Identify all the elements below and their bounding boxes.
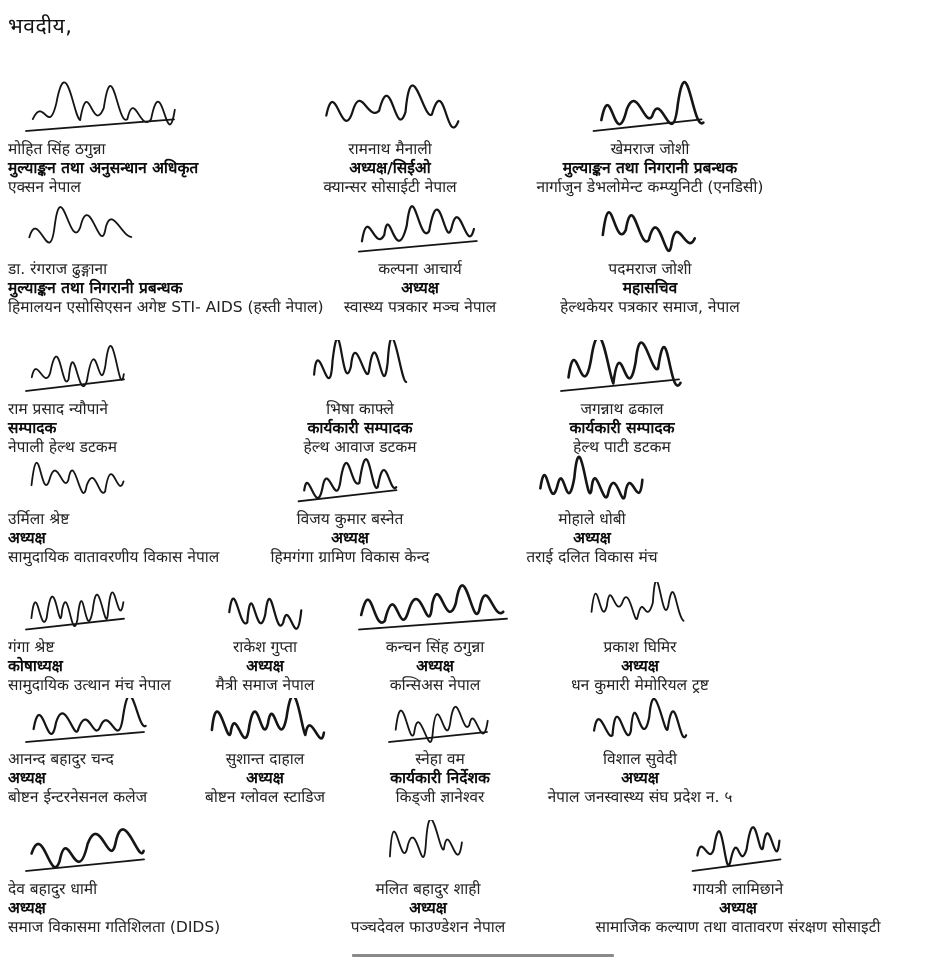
signature-image bbox=[383, 820, 473, 878]
signatory-block bbox=[8, 340, 132, 457]
signatory-title: अध्यक्ष/सिईओ bbox=[349, 159, 431, 177]
signature-image bbox=[295, 452, 405, 508]
signatory-block bbox=[315, 80, 465, 197]
signatory-block bbox=[8, 205, 324, 317]
signatory-title: कार्यकारी निर्देशक bbox=[390, 769, 490, 787]
signatory-name: पदमराज जोशी bbox=[608, 260, 692, 278]
signatory-title: मुल्याङ्कन तथा निगरानी प्रबन्धक bbox=[8, 279, 183, 297]
signatory-block bbox=[216, 582, 315, 695]
signatory-title: अध्यक्ष bbox=[8, 899, 46, 917]
signatory-block bbox=[560, 205, 740, 317]
signatory-title: अध्यक्ष bbox=[719, 899, 757, 917]
signatory-block bbox=[385, 698, 495, 807]
signature-image bbox=[22, 820, 152, 878]
signatory-title: महासचिव bbox=[622, 279, 678, 297]
signatory-title: अध्यक्ष bbox=[621, 769, 659, 787]
signatory-org: किड्जी ज्ञानेश्वर bbox=[395, 788, 485, 806]
signatory-org: बोष्टन ग्लोवल स्टाडिज bbox=[204, 788, 326, 806]
signature-image bbox=[355, 582, 515, 636]
signatory-block bbox=[355, 582, 515, 695]
signatory-name: देव बहादुर धामी bbox=[8, 880, 98, 898]
signatory-title: अध्यक्ष bbox=[401, 279, 439, 297]
signatory-org: हिमालयन एसोसिएसन अगेष्ट STI- AIDS (हस्ती नेपाल) bbox=[8, 298, 324, 316]
signature-image bbox=[22, 80, 182, 138]
signatory-name: विजय कुमार बस्नेत bbox=[296, 510, 404, 528]
signatory-org: नेपाल जनस्वास्थ्य संघ प्रदेश न. ५ bbox=[547, 788, 733, 806]
signatory-org: हेल्थकेयर पत्रकार समाज, नेपाल bbox=[560, 298, 740, 316]
signatory-title: कार्यकारी सम्पादक bbox=[569, 419, 675, 437]
signatory-title: अध्यक्ष bbox=[246, 657, 284, 675]
signature-image bbox=[22, 205, 142, 258]
signatory-title: मुल्याङ्कन तथा निगरानी प्रबन्धक bbox=[562, 159, 738, 177]
signature-image bbox=[305, 340, 415, 398]
signatory-org: तराई दलित विकास मंच bbox=[526, 548, 658, 566]
signatory-org: एक्सन नेपाल bbox=[8, 178, 81, 196]
signature-image bbox=[590, 80, 710, 138]
signatory-title: अध्यक्ष bbox=[8, 769, 46, 787]
signature-image bbox=[688, 820, 788, 878]
signatory-org: मैत्री समाज नेपाल bbox=[215, 676, 315, 694]
signatory-title: अध्यक्ष bbox=[621, 657, 659, 675]
signature-image bbox=[22, 582, 132, 636]
signatory-name: खेमराज जोशी bbox=[610, 140, 690, 158]
signature-image bbox=[315, 80, 465, 138]
signatory-org: क्यान्सर सोसाईटी नेपाल bbox=[323, 178, 457, 196]
signature-image bbox=[22, 698, 152, 748]
signature-image bbox=[532, 452, 652, 508]
signatory-title: अध्यक्ष bbox=[416, 657, 454, 675]
signatory-block bbox=[8, 452, 219, 567]
signatory-name: मोहाले धोबी bbox=[558, 510, 626, 528]
signatory-title: अध्यक्ष bbox=[573, 529, 611, 547]
signatory-org: सामाजिक कल्याण तथा वातावरण संरक्षण सोसाइटी bbox=[595, 918, 881, 936]
signatory-title: अध्यक्ष bbox=[8, 529, 46, 547]
signature-image bbox=[22, 340, 132, 398]
signatory-title: कोषाध्यक्ष bbox=[8, 657, 63, 675]
signatory-org: हिमगंगा ग्रामिण विकास केन्द bbox=[270, 548, 430, 566]
signatory-org: सामुदायिक उत्थान मंच नेपाल bbox=[8, 676, 171, 694]
signatory-name: राम प्रसाद न्यौपाने bbox=[8, 400, 109, 418]
signatory-name: आनन्द बहादुर चन्द bbox=[8, 750, 114, 768]
signatory-title: कार्यकारी सम्पादक bbox=[307, 419, 413, 437]
signatory-block bbox=[271, 452, 430, 567]
signatory-org: धन कुमारी मेमोरियल ट्रष्ट bbox=[571, 676, 709, 694]
signatory-block bbox=[304, 340, 417, 457]
signature-image bbox=[595, 205, 705, 258]
scan-artifact-line bbox=[352, 954, 614, 957]
signatory-name: जगन्नाथ ढकाल bbox=[580, 400, 664, 418]
signatory-org: कन्सिअस नेपाल bbox=[389, 676, 481, 694]
signatory-block bbox=[8, 582, 171, 695]
signatory-name: उर्मिला श्रेष्ट bbox=[8, 510, 70, 528]
signatory-name: रामनाथ मैनाली bbox=[348, 140, 432, 158]
signatory-title: अध्यक्ष bbox=[331, 529, 369, 547]
signatory-name: स्नेहा वम bbox=[415, 750, 465, 768]
signatory-block bbox=[351, 820, 506, 937]
signatory-name: प्रकाश घिमिर bbox=[603, 638, 677, 656]
signatory-name: गायत्री लामिछाने bbox=[692, 880, 784, 898]
signatory-org: हेल्थ पाटी डटकम bbox=[573, 438, 671, 456]
signature-image bbox=[220, 582, 310, 636]
signatory-block bbox=[8, 820, 220, 937]
signatory-title: अध्यक्ष bbox=[409, 899, 447, 917]
signatory-name: डा. रंगराज ढुङ्गाना bbox=[8, 260, 108, 278]
signatory-block bbox=[537, 80, 764, 197]
signatory-org: पञ्चदेवल फाउण्डेशन नेपाल bbox=[350, 918, 506, 936]
signatory-title: मुल्याङ्कन तथा अनुसन्धान अधिकृत bbox=[8, 159, 199, 177]
signatory-block bbox=[571, 582, 709, 695]
signatory-block bbox=[8, 80, 198, 197]
signatory-name: कल्पना आचार्य bbox=[378, 260, 462, 278]
signature-image bbox=[22, 452, 132, 508]
signatory-block bbox=[526, 452, 657, 567]
signatory-title: सम्पादक bbox=[8, 419, 57, 437]
signatory-block bbox=[557, 340, 687, 457]
signatory-name: भिषा काफ्ले bbox=[326, 400, 394, 418]
signatory-block bbox=[596, 820, 881, 937]
signature-image bbox=[585, 698, 695, 748]
signatory-name: विशाल सुवेदी bbox=[603, 750, 677, 768]
signatory-name: मलित बहादुर शाही bbox=[375, 880, 481, 898]
signatory-org: नेपाली हेल्थ डटकम bbox=[8, 438, 117, 456]
signatory-block bbox=[548, 698, 733, 807]
signatory-org: सामुदायिक वातावरणीय विकास नेपाल bbox=[8, 548, 220, 566]
signatory-name: राकेश गुप्ता bbox=[232, 638, 298, 656]
signatory-block bbox=[344, 205, 496, 317]
signatory-name: कन्चन सिंह ठगुन्ना bbox=[385, 638, 485, 656]
signatory-block bbox=[8, 698, 152, 807]
signature-image bbox=[385, 698, 495, 748]
signature-image bbox=[585, 582, 695, 636]
closing-salutation: भवदीय, bbox=[8, 14, 73, 38]
signatory-org: नार्गाजुन डेभलोमेन्ट कम्प्युनिटी (एनडिसी) bbox=[536, 178, 764, 196]
signatory-name: सुशान्त दाहाल bbox=[225, 750, 305, 768]
signatory-org: समाज विकासमा गतिशिलता (DIDS) bbox=[8, 918, 221, 936]
signatory-org: बोष्टन ईन्टरनेसनल कलेज bbox=[8, 788, 148, 806]
signatory-title: अध्यक्ष bbox=[246, 769, 284, 787]
signatory-org: स्वास्थ्य पत्रकार मञ्च नेपाल bbox=[343, 298, 497, 316]
signatory-org: हेल्थ आवाज डटकम bbox=[303, 438, 417, 456]
signatory-name: गंगा श्रेष्ट bbox=[8, 638, 55, 656]
signature-image bbox=[355, 205, 485, 258]
signature-image bbox=[557, 340, 687, 398]
signature-image bbox=[200, 698, 330, 748]
signatory-name: मोहित सिंह ठगुन्ना bbox=[8, 140, 106, 158]
signatory-block bbox=[200, 698, 330, 807]
